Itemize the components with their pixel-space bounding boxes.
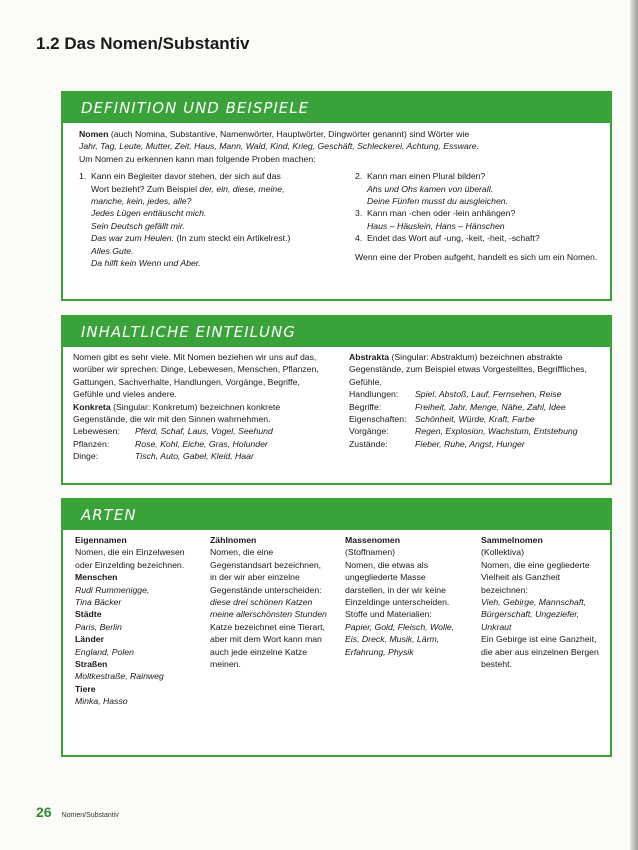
page-edge-shadow bbox=[630, 0, 638, 850]
group-menschen: Menschen bbox=[75, 572, 118, 583]
arten-heading: ARTEN bbox=[63, 500, 610, 530]
definition-box bbox=[61, 91, 612, 301]
abstrakta-row-vorgaenge: Vorgänge: Regen, Explosion, Wachstum, Entstehung bbox=[349, 426, 578, 437]
abstrakta-row-zustaende: Zustände: Fieber, Ruhe, Angst, Hunger bbox=[349, 438, 525, 449]
konkreta-row-dinge: Dinge: Tisch, Auto, Gabel, Kleid, Haar bbox=[73, 451, 254, 462]
page-title: 1.2 Das Nomen/Substantiv bbox=[36, 34, 250, 53]
arten-col-sammelnomen: Sammelnomen (Kollektiva) Nomen, die eine gegliederte Vielheit als Ganzheit bezeichnen: Vieh, Gebirge, Mannschaft, Bürgerschaft, Ungeziefer, Unkraut Ein Gebirge ist eine Ganzheit, die aber aus einzelnen Bergen besteht. bbox=[481, 534, 601, 670]
page-number: 26 bbox=[36, 804, 52, 820]
inhalt-box bbox=[61, 315, 612, 485]
zaehlnomen-text: Nomen, die eine Gegenstandsart bezeichnen, in der wir aber einzelne Gegenstände unterscheiden: bbox=[210, 547, 322, 595]
probe-list-left bbox=[79, 170, 329, 269]
abstrakta-row-handlungen: Handlungen: Spiel, Abstoß, Lauf, Fernsehen, Reise bbox=[349, 389, 562, 400]
group-strassen: Straßen bbox=[75, 659, 108, 670]
group-tiere: Tiere bbox=[75, 683, 96, 694]
definition-heading: DEFINITION UND BEISPIELE bbox=[63, 93, 610, 123]
arten-col-zaehlnomen: Zählnomen Nomen, die eine Gegenstandsart bezeichnen, in der wir aber einzelne Gegenstände unterscheiden: diese drei schönen Katzen meine allerschönsten Stunden Katze bezeichnet eine Tierart, aber mit dem Wort kann man auch jede einzelne Katze meinen. bbox=[210, 534, 330, 670]
eigennamen-text: Nomen, die ein Einzelwesen oder Einzelding bezeichnen. bbox=[75, 547, 185, 570]
sammelnomen-title: Sammelnomen bbox=[481, 535, 543, 545]
konkreta-column bbox=[73, 351, 331, 463]
zaehlnomen-title: Zählnomen bbox=[210, 535, 257, 545]
eigennamen-title: Eigennamen bbox=[75, 535, 127, 545]
konkreta-row-lebewesen: Lebewesen: Pferd, Schaf, Laus, Vogel, Seehund bbox=[73, 426, 273, 437]
probe-4: 4. Endet das Wort auf -ung, -keit, -heit, -schaft? bbox=[355, 233, 540, 244]
footer-section: Nomen/Substantiv bbox=[61, 812, 119, 819]
konkreta-definition: Konkreta (Singular: Konkretum) bezeichnen konkrete Gegenstände, die wir mit den Sinnen wahrnehmen. bbox=[73, 401, 281, 425]
probe-3: 3. Kann man -chen oder -lein anhängen? Haus – Häuslein, Hans – Hänschen bbox=[355, 208, 516, 231]
massenomen-title: Massenomen bbox=[345, 535, 401, 545]
probe-2: 2. Kann man einen Plural bilden? Ahs und Ohs kamen von überall. Deine Fünfen musst du ausgleichen. bbox=[355, 171, 509, 207]
abstrakta-column bbox=[349, 351, 599, 450]
probe-1: 1. Kann ein Begleiter davor stehen, der sich auf das Wort bezieht? Zum Beispiel der, ein, diese, meine, manche, kein, jedes, alle? Jedes Lügen enttäuscht mich. Sein Deutsch gefällt mir. Das war zum Heulen. (In zum steckt ein Artikelrest.) Alles Gute. Da hilft kein Wenn und Aber. bbox=[79, 171, 291, 269]
konkreta-row-pflanzen: Pflanzen: Rose, Kohl, Eiche, Gras, Holunder bbox=[73, 438, 268, 449]
arten-col-massenomen: Massenomen (Stoffnamen) Nomen, die etwas als ungegliederte Masse darstellen, in der wir keine Einzeldinge unterscheiden. Stoffe und Materialien: Papier, Gold, Fleisch, Wolle, Eis, Dreck, Musik, Lärm, Erfahrung, Physik bbox=[345, 534, 461, 658]
definition-intro: Nomen (auch Nomina, Substantive, Namenwörter, Hauptwörter, Dingwörter genannt) sind Wörter wie Jahr, Tag, Leute, Mutter, Zeit, Haus, Mann, Wald, Kind, Krieg, Geschäft, Schleckerei, Achtung, Essware. Um Nomen zu erkennen kann man folgende Proben machen: bbox=[79, 129, 479, 164]
group-staedte: Städte bbox=[75, 609, 102, 620]
abstrakta-row-begriffe: Begriffe: Freiheit, Jahr, Menge, Nähe, Zahl, Idee bbox=[349, 401, 566, 412]
arten-col-eigennamen: Eigennamen Nomen, die ein Einzelwesen oder Einzelding bezeichnen. Menschen Rudi Rummenigge, Tina Bäcker Städte Paris, Berlin Länder England, Polen Straßen Moltkestraße, Rainweg Tiere Minka, Hasso bbox=[75, 534, 193, 708]
inhalt-heading: INHALTLICHE EINTEILUNG bbox=[63, 317, 610, 347]
page-footer bbox=[36, 804, 119, 822]
arten-box bbox=[61, 498, 612, 757]
nomen-overview: Nomen gibt es sehr viele. Mit Nomen beziehen wir uns auf das, worüber wir sprechen: Dinge, Lebewesen, Menschen, Pflanzen, Gattungen, Sachverhalte, Handlungen, Vorgänge, Begriffe, Gefühle und vieles andere. bbox=[73, 352, 319, 400]
probe-conclusion: Wenn eine der Proben aufgeht, handelt es sich um ein Nomen. bbox=[355, 251, 598, 262]
abstrakta-row-eigenschaften: Eigenschaften: Schönheit, Würde, Kraft, Farbe bbox=[349, 414, 535, 425]
abstrakta-definition: Abstrakta (Singular: Abstraktum) bezeichnen abstrakte Gegenstände, zum Beispiel etwas Vorgestelltes, Begriffliches, Gefühle. bbox=[349, 352, 587, 387]
probe-list-right bbox=[355, 170, 600, 263]
group-laender: Länder bbox=[75, 634, 104, 645]
